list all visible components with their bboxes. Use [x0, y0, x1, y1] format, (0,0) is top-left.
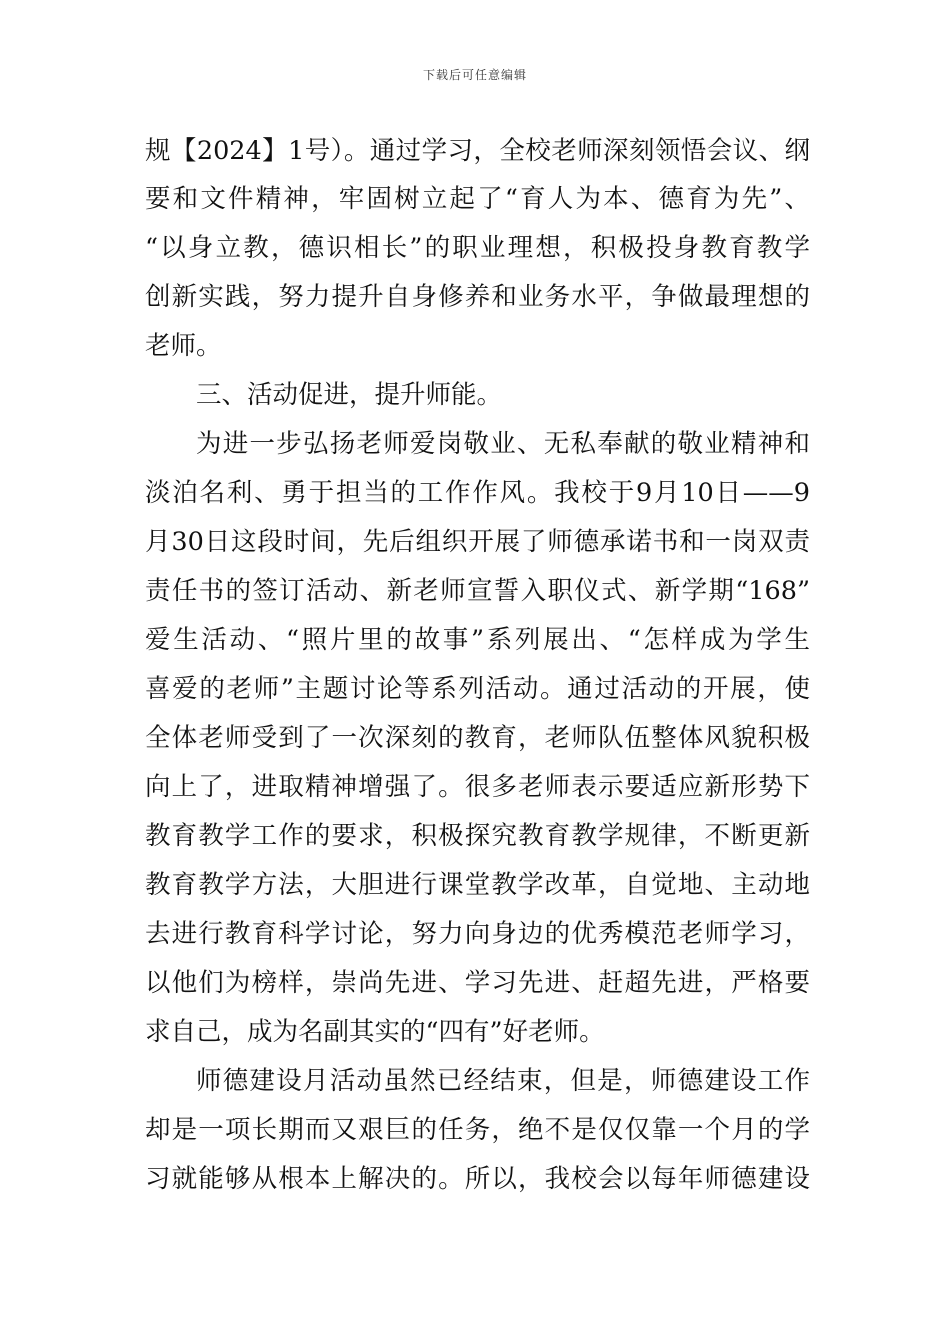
text-line: “以身立教，德识相长”的职业理想，积极投身教育教学 [145, 233, 810, 263]
text-line: 喜爱的老师”主题讨论等系列活动。通过活动的开展，使 [145, 674, 810, 704]
section-heading: 三、活动促进，提升师能。 [196, 380, 503, 410]
text-line: 教育教学方法，大胆进行课堂教学改革，自觉地、主动地 [145, 870, 810, 900]
text-line: 规【2024】1号）。通过学习，全校老师深刻领悟会议、纲 [145, 136, 810, 166]
text-line: 以他们为榜样，崇尚先进、学习先进、赶超先进，严格要 [145, 968, 810, 998]
page-header: 下载后可任意编辑 [422, 68, 527, 82]
text-line: 淡泊名利、勇于担当的工作作风。我校于9月10日——9 [145, 478, 810, 508]
text-line: 爱生活动、“照片里的故事”系列展出、“怎样成为学生 [145, 625, 810, 655]
text-line: 向上了，进取精神增强了。很多老师表示要适应新形势下 [145, 772, 810, 802]
text-line: 求自己，成为名副其实的“四有”好老师。 [145, 1017, 605, 1047]
text-line: 创新实践，努力提升自身修养和业务水平，争做最理想的 [145, 282, 810, 312]
text-line: 全体老师受到了一次深刻的教育，老师队伍整体风貌积极 [145, 723, 810, 753]
text-line: 教育教学工作的要求，积极探究教育教学规律，不断更新 [145, 821, 810, 851]
text-line: 老师。 [145, 331, 222, 361]
text-line: 要和文件精神，牢固树立起了“育人为本、德育为先”、 [145, 184, 810, 214]
text-line: 月30日这段时间，先后组织开展了师德承诺书和一岗双责 [145, 527, 810, 557]
text-line: 习就能够从根本上解决的。所以，我校会以每年师德建设 [145, 1164, 810, 1194]
text-line: 责任书的签订活动、新老师宣誓入职仪式、新学期“168” [145, 576, 810, 606]
text-line: 却是一项长期而又艰巨的任务，绝不是仅仅靠一个月的学 [145, 1115, 810, 1145]
text-line: 去进行教育科学讨论，努力向身边的优秀模范老师学习， [145, 919, 810, 949]
text-line: 为进一步弘扬老师爱岗敬业、无私奉献的敬业精神和 [196, 429, 810, 459]
text-line: 师德建设月活动虽然已经结束，但是，师德建设工作 [196, 1066, 810, 1096]
